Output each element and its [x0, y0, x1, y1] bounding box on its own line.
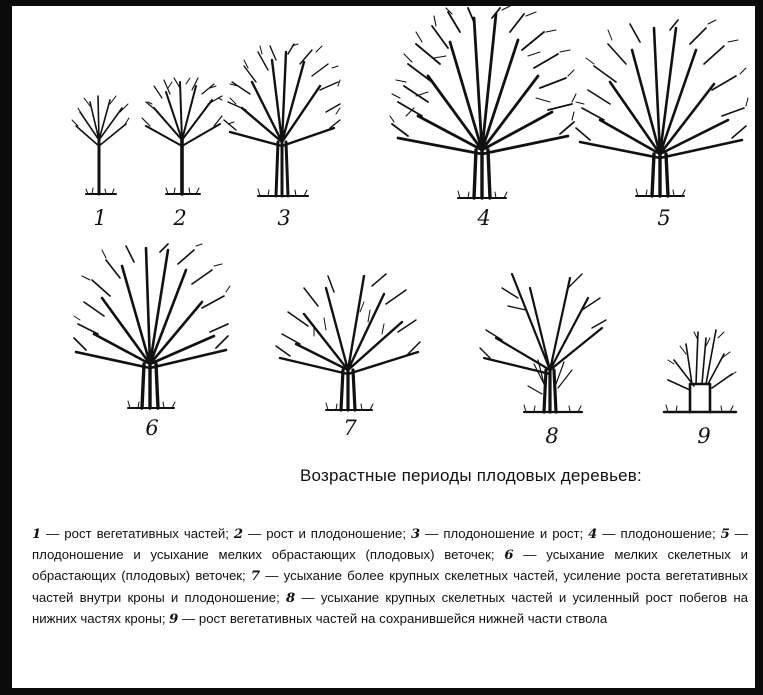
tree-3: [222, 42, 342, 198]
tree-8-label: 8: [545, 424, 559, 448]
tree-drying-major-branches-icon: [478, 268, 608, 414]
legend-num-4: 4: [588, 527, 598, 542]
tree-1: [70, 90, 130, 196]
tree-2: [140, 74, 224, 196]
young-sapling-icon: [70, 90, 130, 196]
tree-6-label: 6: [145, 416, 159, 440]
legend-text-2: — рост и плодоношение;: [243, 526, 412, 541]
figure-title: Возрастные периоды плодовых деревьев:: [300, 466, 642, 485]
tree-drying-small-branches-icon: [70, 244, 230, 410]
tree-6: [70, 244, 230, 410]
mature-tree-drying-twigs-icon: [572, 20, 748, 198]
figure-page: [12, 6, 755, 688]
growing-tree-icon: [222, 42, 342, 198]
legend-text-3: — плодоношение и рост;: [420, 526, 589, 541]
tree-8: [478, 268, 608, 414]
legend-text-9: — рост вегетативных частей на сохранившейся нижней части ствола: [178, 610, 608, 626]
tree-9-label: 9: [697, 424, 711, 448]
legend-num-9: 9: [169, 611, 179, 627]
legend-num-3: 3: [411, 527, 421, 542]
legend-num-6: 6: [504, 548, 514, 564]
legend-text-6: — усыхание мелких скелетных и обрастающих (плодовых) веточек;: [32, 547, 749, 584]
tree-9: [660, 324, 740, 414]
tree-1-label: 1: [93, 206, 107, 230]
tree-2-label: 2: [173, 206, 187, 230]
tree-drying-large-branches-icon: [274, 272, 422, 412]
legend-text-5: — плодоношение и усыхание мелких обрастающих (плодовых) веточек;: [32, 526, 748, 563]
tree-4: [388, 6, 576, 200]
legend-text-1: — рост вегетативных частей;: [41, 526, 234, 541]
tree-3-label: 3: [277, 206, 291, 230]
legend-text-4: — плодоношение;: [597, 526, 721, 541]
legend-num-8: 8: [285, 590, 296, 606]
tree-7: [274, 272, 422, 412]
young-tree-icon: [140, 74, 224, 196]
tree-5: [572, 20, 748, 198]
legend-num-5: 5: [720, 527, 730, 542]
legend-num-2: 2: [233, 527, 244, 542]
legend-text-7: — усыхание более крупных скелетных частей, усиление роста вегетативных частей внутри кроны и плодоношение;: [32, 568, 748, 605]
legend-num-1: 1: [32, 527, 42, 542]
legend-text-8: — усыхание крупных скелетных частей и усиленный рост побегов на нижних частях кроны;: [32, 589, 748, 626]
mature-fruiting-tree-icon: [388, 6, 576, 200]
figure-legend: [32, 524, 748, 630]
tree-5-label: 5: [657, 206, 671, 230]
tree-7-label: 7: [343, 416, 357, 440]
stump-regrowth-icon: [660, 324, 740, 414]
tree-4-label: 4: [477, 206, 491, 230]
legend-num-7: 7: [250, 569, 261, 585]
